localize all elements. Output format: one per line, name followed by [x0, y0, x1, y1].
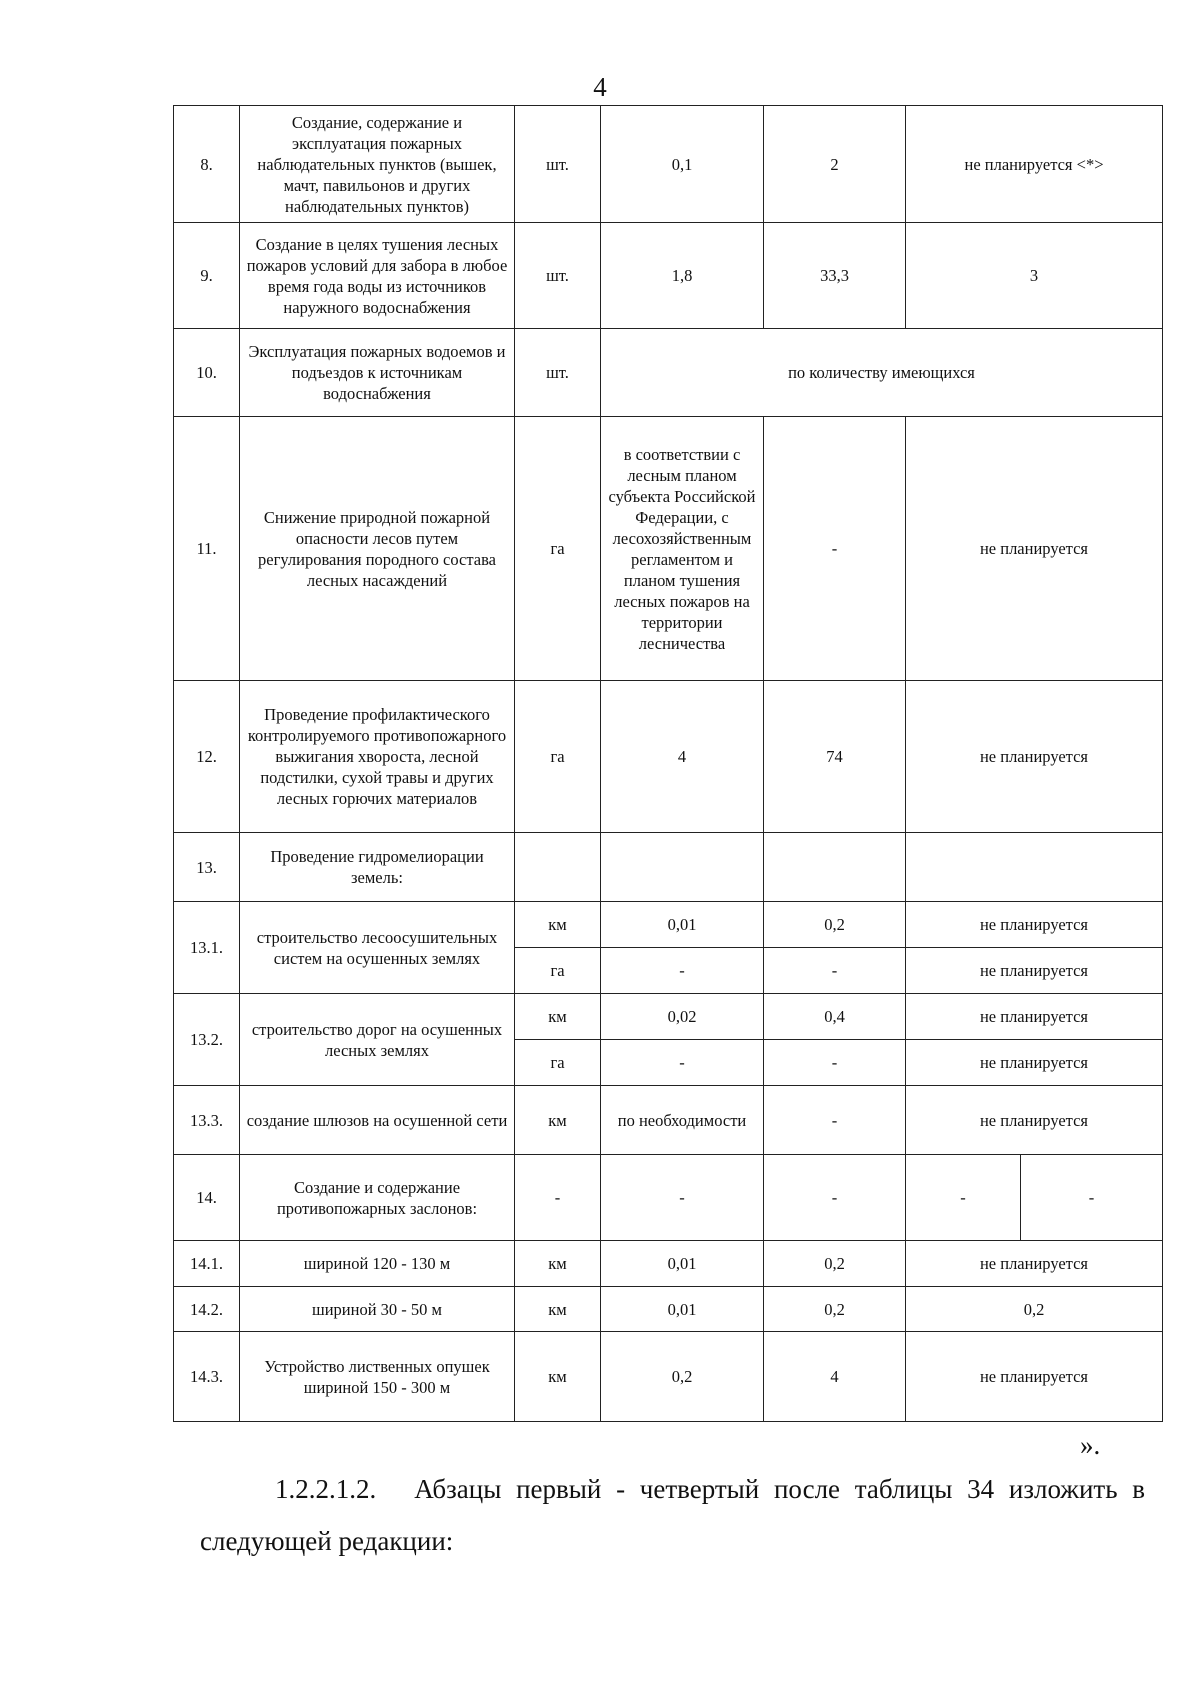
row-unit: га	[515, 417, 601, 681]
row-value-2: -	[764, 948, 906, 994]
row-value-3b: -	[1021, 1155, 1163, 1241]
row-value-2: 0,2	[764, 1241, 906, 1287]
table-row	[174, 1155, 1163, 1241]
data-table	[173, 105, 1163, 1422]
row-number: 12.	[174, 681, 240, 833]
row-value-3: не планируется	[906, 1241, 1163, 1287]
row-value-3: 3	[906, 223, 1163, 329]
row-number: 8.	[174, 106, 240, 223]
row-value-3: не планируется <*>	[906, 106, 1163, 223]
table-row	[174, 106, 1163, 223]
table-row	[174, 994, 1163, 1040]
row-value-2: 0,2	[764, 1287, 906, 1332]
row-value-2: -	[764, 1086, 906, 1155]
row-number: 9.	[174, 223, 240, 329]
row-name: строительство дорог на осушенных лесных землях	[240, 994, 515, 1086]
row-value-2: 0,2	[764, 902, 906, 948]
row-unit: -	[515, 1155, 601, 1241]
row-value-1: 1,8	[601, 223, 764, 329]
row-unit	[515, 833, 601, 902]
row-name: Устройство лиственных опушек шириной 150 - 300 м	[240, 1332, 515, 1422]
row-value-3: не планируется	[906, 1332, 1163, 1422]
row-unit: га	[515, 948, 601, 994]
row-unit: км	[515, 1241, 601, 1287]
row-value-1: -	[601, 948, 764, 994]
row-unit: км	[515, 994, 601, 1040]
row-value-2: 74	[764, 681, 906, 833]
table-row	[174, 1332, 1163, 1422]
row-value-3: не планируется	[906, 902, 1163, 948]
row-number: 13.1.	[174, 902, 240, 994]
row-value-1: -	[601, 1040, 764, 1086]
table-row	[174, 1287, 1163, 1332]
row-unit: шт.	[515, 329, 601, 417]
row-value-2: -	[764, 1040, 906, 1086]
row-name: Создание в целях тушения лесных пожаров условий для забора в любое время года воды из источников наружного водоснабжения	[240, 223, 515, 329]
row-value-2: -	[764, 417, 906, 681]
paragraph-text-line-1: Абзацы первый - четвертый после таблицы 34 изложить в	[414, 1474, 1145, 1504]
row-value-3: не планируется	[906, 948, 1163, 994]
row-unit: км	[515, 1332, 601, 1422]
row-value-1: 0,1	[601, 106, 764, 223]
row-name: шириной 30 - 50 м	[240, 1287, 515, 1332]
row-value-2: -	[764, 1155, 906, 1241]
row-name: шириной 120 - 130 м	[240, 1241, 515, 1287]
row-unit: шт.	[515, 223, 601, 329]
table-row	[174, 329, 1163, 417]
row-value-1: 0,01	[601, 902, 764, 948]
row-merged-value: по количеству имеющихся	[601, 329, 1163, 417]
paragraph-text-line-2: следующей редакции:	[200, 1526, 454, 1556]
row-value-1: 0,01	[601, 1241, 764, 1287]
row-name: Создание, содержание и эксплуатация пожарных наблюдательных пунктов (вышек, мачт, павильонов и других наблюдательных пунктов)	[240, 106, 515, 223]
page-number: 4	[593, 72, 607, 102]
row-number: 14.1.	[174, 1241, 240, 1287]
row-name: Проведение профилактического контролируемого противопожарного выжигания хвороста, лесной подстилки, сухой травы и других лесных горючих материалов	[240, 681, 515, 833]
row-unit: км	[515, 902, 601, 948]
row-value-2: 2	[764, 106, 906, 223]
row-name: Создание и содержание противопожарных заслонов:	[240, 1155, 515, 1241]
row-name: Снижение природной пожарной опасности лесов путем регулирования породного состава лесных насаждений	[240, 417, 515, 681]
row-number: 14.2.	[174, 1287, 240, 1332]
row-unit: км	[515, 1086, 601, 1155]
table-row	[174, 1086, 1163, 1155]
row-name: Проведение гидромелиорации земель:	[240, 833, 515, 902]
paragraph-number: 1.2.2.1.2.	[275, 1474, 377, 1504]
table-row	[174, 1241, 1163, 1287]
row-name: строительство лесоосушительных систем на осушенных землях	[240, 902, 515, 994]
row-value-2: 4	[764, 1332, 906, 1422]
row-value-3: не планируется	[906, 1040, 1163, 1086]
row-name: создание шлюзов на осушенной сети	[240, 1086, 515, 1155]
table-row	[174, 417, 1163, 681]
row-value-3: 0,2	[906, 1287, 1163, 1332]
row-value-1: -	[601, 1155, 764, 1241]
row-value-1: 4	[601, 681, 764, 833]
row-unit: км	[515, 1287, 601, 1332]
row-value-1: 0,01	[601, 1287, 764, 1332]
row-number: 14.3.	[174, 1332, 240, 1422]
row-value-2: 33,3	[764, 223, 906, 329]
row-number: 11.	[174, 417, 240, 681]
table-row	[174, 681, 1163, 833]
row-number: 13.3.	[174, 1086, 240, 1155]
row-value-1: 0,02	[601, 994, 764, 1040]
table-row	[174, 833, 1163, 902]
amendment-paragraph	[200, 1463, 1145, 1567]
row-value-2: 0,4	[764, 994, 906, 1040]
row-unit: га	[515, 681, 601, 833]
row-value-3: не планируется	[906, 417, 1163, 681]
table-row	[174, 223, 1163, 329]
row-value-3: не планируется	[906, 681, 1163, 833]
row-number: 13.	[174, 833, 240, 902]
row-value-1: 0,2	[601, 1332, 764, 1422]
row-value-1: по необходимости	[601, 1086, 764, 1155]
row-value-3	[906, 833, 1163, 902]
row-value-3a: -	[906, 1155, 1021, 1241]
row-unit: шт.	[515, 106, 601, 223]
row-value-3: не планируется	[906, 1086, 1163, 1155]
row-value-3: не планируется	[906, 994, 1163, 1040]
row-value-1	[601, 833, 764, 902]
row-number: 13.2.	[174, 994, 240, 1086]
row-number: 14.	[174, 1155, 240, 1241]
row-value-2	[764, 833, 906, 902]
closing-quote-mark: ».	[1080, 1430, 1101, 1460]
row-value-1: в соответствии с лесным планом субъекта Российской Федерации, с лесохозяйственным регламентом и планом тушения лесных пожаров на территории лесничества	[601, 417, 764, 681]
row-number: 10.	[174, 329, 240, 417]
row-unit: га	[515, 1040, 601, 1086]
row-name: Эксплуатация пожарных водоемов и подъездов к источникам водоснабжения	[240, 329, 515, 417]
table-row	[174, 902, 1163, 948]
paragraph-first-line	[200, 1463, 1145, 1515]
